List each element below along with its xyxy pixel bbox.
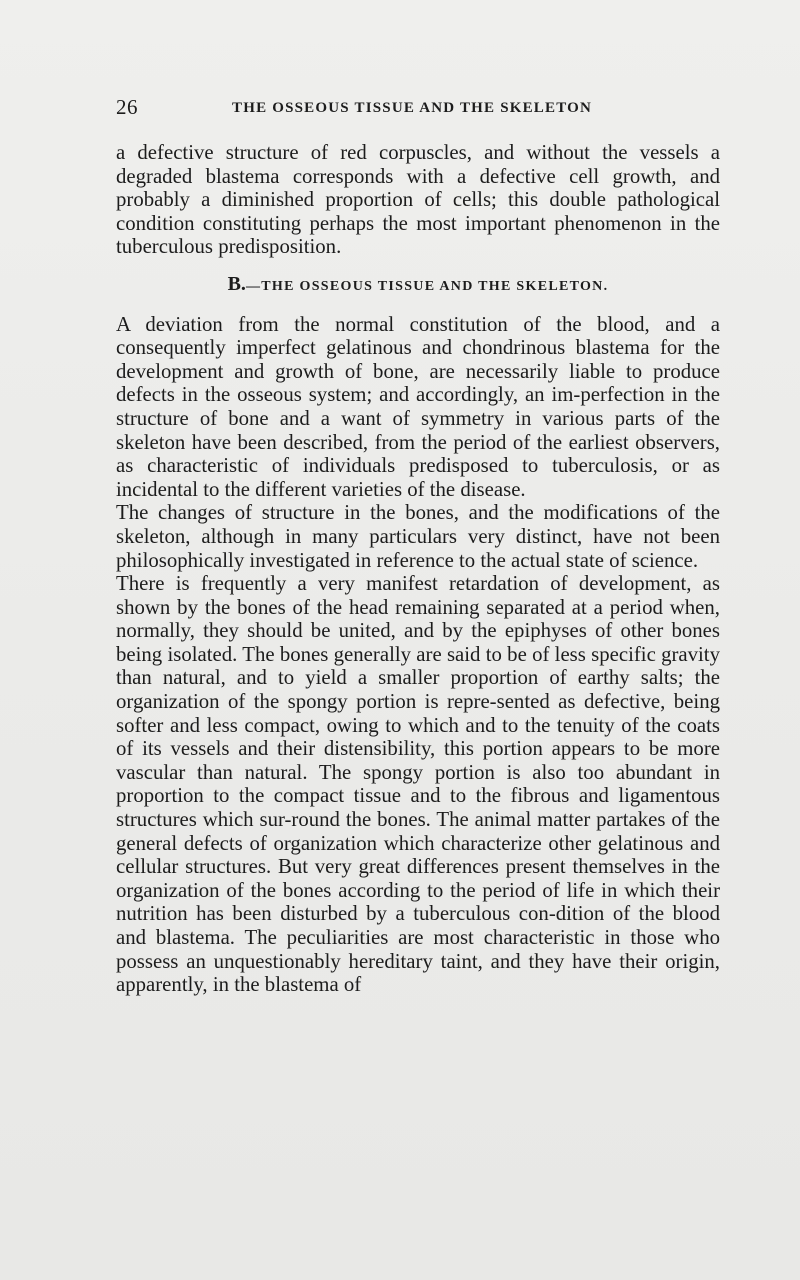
page-header bbox=[116, 95, 712, 125]
section-heading bbox=[116, 272, 720, 299]
paragraph: The changes of structure in the bones, and the modifications of the skeleton, although in many particulars very distinct, have not been philosophically investigated in reference to the actual state of science. bbox=[116, 501, 720, 572]
section-title: —THE OSSEOUS TISSUE AND THE SKELETON. bbox=[245, 278, 609, 294]
section-letter: B. bbox=[227, 272, 246, 295]
page-number: 26 bbox=[116, 95, 138, 119]
body-text bbox=[116, 141, 720, 997]
running-title: THE OSSEOUS TISSUE AND THE SKELETON bbox=[232, 100, 593, 116]
paragraph: There is frequently a very manifest retardation of development, as shown by the bones of the head remaining separated at a period when, normally, they should be united, and by the epiphyses of other bones being isolated. The bones generally are said to be of less specific gravity than natural, and to yield a smaller proportion of earthy salts; the organization of the spongy portion is repre-sented as defective, being softer and less compact, owing to which and to the tenuity of the coats of its vessels and their distensibility, this portion appears to be more vascular than natural. The spongy portion is also too abundant in proportion to the compact tissue and to the fibrous and ligamentous structures which sur-round the bones. The animal matter partakes of the general defects of organization which characterize other gelatinous and cellular structures. But very great differences present themselves in the organization of the bones according to the period of life in which their nutrition has been disturbed by a tuberculous con-dition of the blood and blastema. The peculiarities are most characteristic in those who possess an unquestionably hereditary taint, and they have their origin, apparently, in the blastema of bbox=[116, 572, 720, 997]
paragraph: A deviation from the normal constitution of the blood, and a consequently imperfect gelatinous and chondrinous blastema for the development and growth of bone, are necessarily liable to produce defects in the osseous system; and accordingly, an im-perfection in the structure of bone and a want of symmetry in various parts of the skeleton have been described, from the period of the earliest observers, as characteristic of individuals predisposed to tuberculosis, or as incidental to the different varieties of the disease. bbox=[116, 312, 720, 501]
paragraph-continuation: a defective structure of red corpuscles, and without the vessels a degraded blastema corresponds with a defective cell growth, and probably a diminished proportion of cells; this double pathological condition constituting perhaps the most important phenomenon in the tuberculous predisposition. bbox=[116, 141, 720, 259]
